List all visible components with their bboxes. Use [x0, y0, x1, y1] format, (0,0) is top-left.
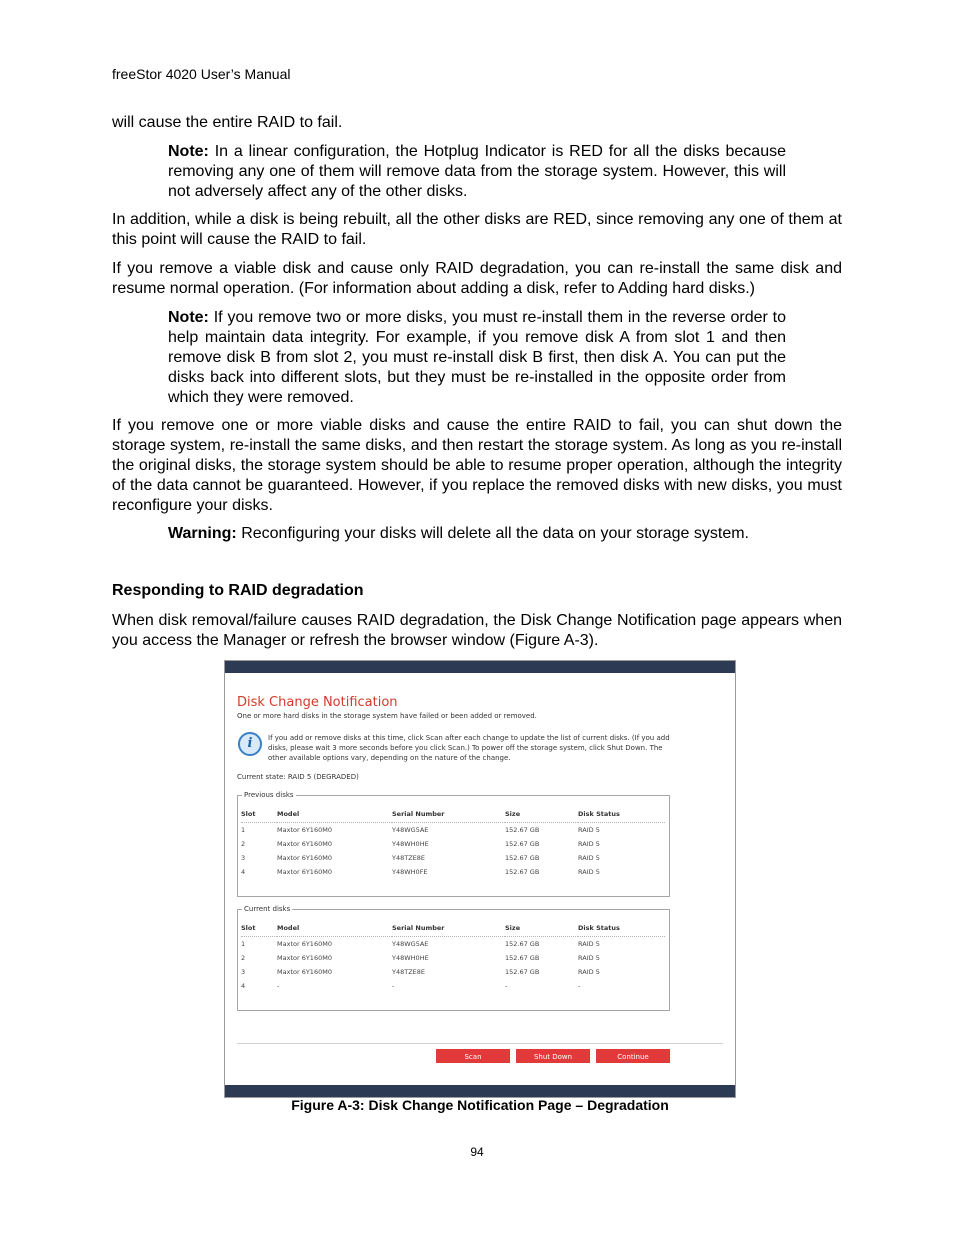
serial-cell: Y48TZE8E	[392, 854, 426, 862]
serial-cell: Y48WH0HE	[392, 954, 429, 962]
slot-cell: 4	[241, 982, 246, 990]
note-label: Note:	[168, 309, 209, 326]
slot-cell: 4	[241, 868, 246, 876]
running-header: freeStor 4020 User’s Manual	[112, 66, 291, 82]
model-cell: -	[277, 982, 280, 990]
divider	[237, 1043, 723, 1044]
table-row	[241, 823, 665, 838]
status-cell: RAID 5	[578, 940, 600, 948]
note-label: Note:	[168, 143, 209, 160]
column-header: Serial Number	[392, 924, 505, 937]
model-cell: Maxtor 6Y160M0	[277, 954, 332, 962]
model-cell: Maxtor 6Y160M0	[277, 840, 332, 848]
table-row	[241, 979, 665, 993]
note-text: In a linear configuration, the Hotplug Indicator is RED for all the disks because removing any one of them will remove data from the storage system. However, this will not adversely affect any of the other disks.	[168, 143, 786, 200]
table-row	[241, 837, 665, 851]
serial-cell: Y48WH0HE	[392, 840, 429, 848]
slot-cell: 1	[241, 826, 246, 834]
current-disks-legend: Current disks	[244, 905, 291, 913]
serial-cell: Y48WG5AE	[392, 826, 429, 834]
paragraph-degradation: If you remove a viable disk and cause only RAID degradation, you can re-install the same disk and resume normal operation. (For information about adding a disk, refer to Adding hard disks.)	[112, 260, 842, 297]
slot-cell: 1	[241, 940, 246, 948]
figure-caption: Figure A-3: Disk Change Notification Page – Degradation	[291, 1097, 669, 1113]
size-cell: 152.67 GB	[505, 868, 540, 876]
status-cell: RAID 5	[578, 954, 600, 962]
column-header: Disk Status	[578, 924, 665, 937]
disk-change-notification-screenshot	[224, 660, 736, 1098]
table-row	[241, 965, 665, 979]
column-header: Size	[505, 810, 578, 823]
column-header: Slot	[241, 924, 277, 937]
column-header: Model	[277, 924, 392, 937]
note-text: If you remove two or more disks, you must re-install them in the reverse order to help maintain data integrity. For example, if you remove disk A from slot 1 and then remove disk B from slot 2, you must re-install disk B first, then disk A. You can put the disks back into different slots, but they must be re-installed in the opposite order from which they were removed.	[168, 309, 787, 406]
info-text: If you add or remove disks at this time, click Scan after each change to update the list of current disks. (If you add disks, please wait 3 more seconds before you click Scan.) To power off the storage system, click Shut Down. The other available options vary, depending on the nature of the change.	[268, 734, 670, 762]
model-cell: Maxtor 6Y160M0	[277, 940, 332, 948]
status-cell: -	[578, 982, 581, 990]
current-state: Current state: RAID 5 (DEGRADED)	[237, 773, 359, 781]
page-subtitle: One or more hard disks in the storage system have failed or been added or removed.	[237, 712, 537, 720]
model-cell: Maxtor 6Y160M0	[277, 868, 332, 876]
current-disks-group	[237, 905, 670, 1011]
table-row	[241, 851, 665, 865]
top-bar	[225, 661, 735, 673]
previous-disks-table	[241, 810, 665, 879]
serial-cell: Y48TZE8E	[392, 968, 426, 976]
paragraph-raid-failure-recovery: If you remove one or more viable disks and cause the entire RAID to fail, you can shut down the storage system, re-install the same disks, and then restart the storage system. As long as you re-install the original disks, the storage system should be able to resume proper operation, although the integrity of the data cannot be guaranteed. However, if you replace the removed disks with new disks, you must reconfigure your disks.	[112, 417, 842, 514]
note-reinstall-order	[168, 308, 786, 408]
page-number: 94	[470, 1145, 484, 1159]
column-header: Slot	[241, 810, 277, 823]
table-row	[241, 951, 665, 965]
scan-button[interactable]: Scan	[436, 1049, 510, 1063]
size-cell: 152.67 GB	[505, 954, 540, 962]
paragraph-notification-page: When disk removal/failure causes RAID degradation, the Disk Change Notification page appears when you access the Manager or refresh the browser window (Figure A-3).	[112, 612, 842, 649]
note-linear-configuration	[168, 142, 786, 202]
page-title: Disk Change Notification	[237, 695, 398, 710]
section-heading: Responding to RAID degradation	[112, 582, 364, 599]
column-header: Disk Status	[578, 810, 665, 823]
status-cell: RAID 5	[578, 840, 600, 848]
size-cell: 152.67 GB	[505, 940, 540, 948]
status-cell: RAID 5	[578, 968, 600, 976]
previous-disks-legend: Previous disks	[244, 791, 294, 799]
slot-cell: 3	[241, 854, 246, 862]
table-header-row	[241, 810, 665, 823]
continue-button[interactable]: Continue	[596, 1049, 670, 1063]
info-icon: i	[238, 732, 262, 756]
size-cell: 152.67 GB	[505, 854, 540, 862]
warning-label: Warning:	[168, 525, 237, 542]
model-cell: Maxtor 6Y160M0	[277, 826, 332, 834]
column-header: Model	[277, 810, 392, 823]
table-row	[241, 937, 665, 952]
warning-reconfigure	[168, 524, 786, 544]
paragraph-raid-fail: will cause the entire RAID to fail.	[112, 114, 343, 131]
slot-cell: 2	[241, 840, 246, 848]
status-cell: RAID 5	[578, 826, 600, 834]
size-cell: 152.67 GB	[505, 840, 540, 848]
status-cell: RAID 5	[578, 854, 600, 862]
serial-cell: Y48WG5AE	[392, 940, 429, 948]
size-cell: -	[505, 982, 508, 990]
model-cell: Maxtor 6Y160M0	[277, 968, 332, 976]
previous-disks-group	[237, 791, 670, 897]
model-cell: Maxtor 6Y160M0	[277, 854, 332, 862]
slot-cell: 2	[241, 954, 246, 962]
paragraph-rebuild: In addition, while a disk is being rebuilt, all the other disks are RED, since removing any one of them at this point will cause the RAID to fail.	[112, 211, 842, 248]
serial-cell: -	[392, 982, 395, 990]
shut-down-button[interactable]: Shut Down	[516, 1049, 590, 1063]
table-row	[241, 865, 665, 879]
slot-cell: 3	[241, 968, 246, 976]
bottom-bar	[225, 1085, 735, 1097]
warning-text: Reconfiguring your disks will delete all the data on your storage system.	[241, 525, 749, 542]
column-header: Size	[505, 924, 578, 937]
serial-cell: Y48WH0FE	[392, 868, 428, 876]
size-cell: 152.67 GB	[505, 826, 540, 834]
table-header-row	[241, 924, 665, 937]
current-disks-table	[241, 924, 665, 993]
column-header: Serial Number	[392, 810, 505, 823]
status-cell: RAID 5	[578, 868, 600, 876]
size-cell: 152.67 GB	[505, 968, 540, 976]
